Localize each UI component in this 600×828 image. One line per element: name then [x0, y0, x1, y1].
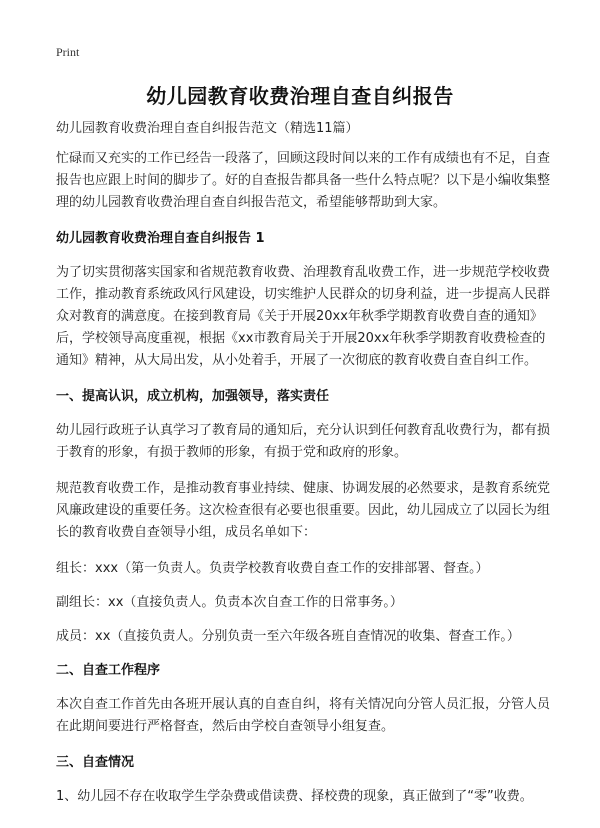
section-3-heading: 三、自查情况	[56, 755, 135, 770]
intro-paragraph: 忙碌而又充实的工作已经告一段落了，回顾这段时间以来的工作有成绩也有不足，自查报告也应跟上时间的脚步了。好的自查报告都具备一些什么特点呢？以下是小编收集整理的幼儿园教育收费治理自查自纠报告范文，希望能够帮助到大家。	[56, 151, 551, 210]
paragraph-5: 1、幼儿园不存在收取学生学杂费或借读费、择校费的现象，真正做到了“零”收费。	[56, 789, 533, 804]
paragraph-3: 规范教育收费工作，是推动教育事业持续、健康、协调发展的必然要求，是教育系统党风廉政建设的重要任务。这次检查很有必要也很重要。因此，幼儿园成立了以园长为组长的教育收费自查领导小组，成员名单如下：	[56, 481, 551, 540]
section-2-heading: 二、自查工作程序	[56, 663, 161, 678]
paragraph-1: 为了切实贯彻落实国家和省规范教育收费、治理教育乱收费工作，进一步规范学校收费工作，推动教育系统政风行风建设，切实维护人民群众的切身利益，进一步提高人民群众对教育的满意度。在接到教育局《关于开展20xx年秋季学期教育收费自查的通知》后，学校领导高度重视，根据《xx市教育局关于开展20xx年秋季学期教育收费检查的通知》精神，从大局出发，从小处着手，开展了一次彻底的教育收费自查自纠工作。	[56, 265, 551, 368]
print-link[interactable]: Print	[56, 45, 80, 59]
document-subtitle: 幼儿园教育收费治理自查自纠报告范文（精选11篇）	[56, 121, 359, 136]
page-title: 幼儿园教育收费治理自查自纠报告	[146, 84, 454, 108]
section-1-heading: 一、提高认识，成立机构，加强领导，落实责任	[56, 389, 330, 404]
report-heading: 幼儿园教育收费治理自查自纠报告 1	[56, 231, 265, 246]
paragraph-4: 本次自查工作首先由各班开展认真的自查自纠，将有关情况向分管人员汇报，分管人员在此期间要进行严格督查，然后由学校自查领导小组复查。	[56, 697, 551, 734]
deputy-line: 副组长：xx（直接负责人。负责本次自查工作的日常事务。）	[56, 595, 403, 610]
paragraph-2: 幼儿园行政班子认真学习了教育局的通知后，充分认识到任何教育乱收费行为，都有损于教育的形象，有损于教师的形象，有损于党和政府的形象。	[56, 423, 551, 460]
leader-line: 组长：xxx（第一负责人。负责学校教育收费自查工作的安排部署、督查。）	[56, 561, 489, 576]
members-line: 成员：xx（直接负责人。分别负责一至六年级各班自查情况的收集、督查工作。）	[56, 629, 520, 644]
document-body	[56, 118, 554, 822]
